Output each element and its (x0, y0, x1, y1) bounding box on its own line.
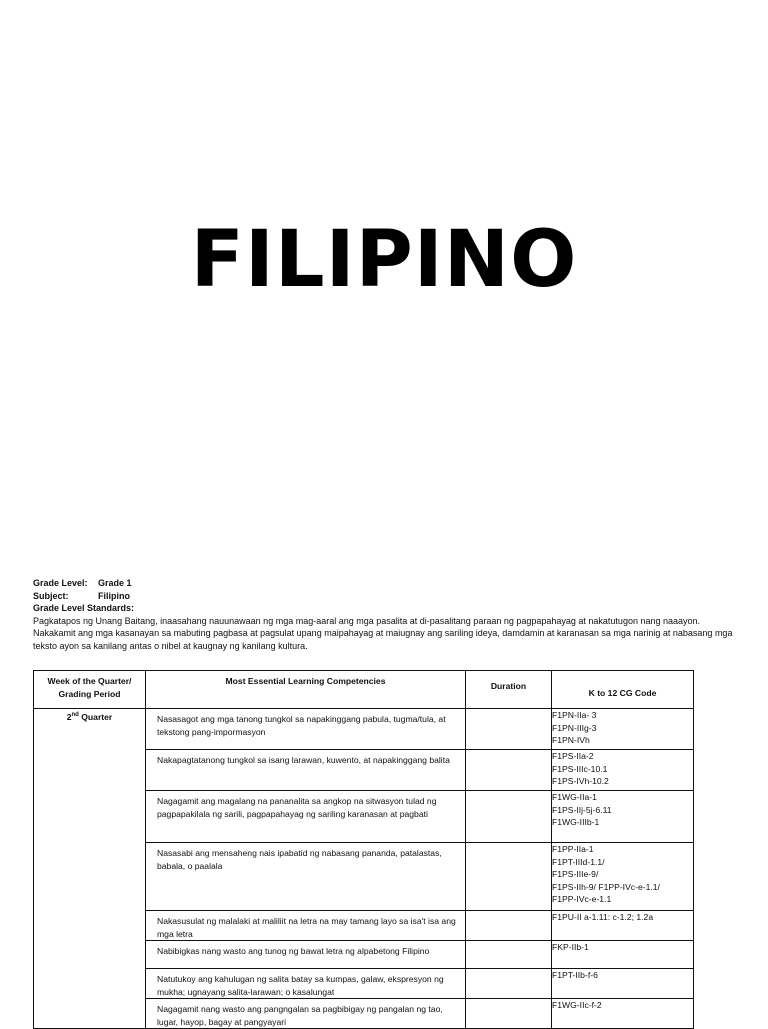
cg-code: F1PP-IIa-1 (552, 844, 594, 854)
quarter-ordinal: nd (71, 712, 79, 718)
cg-code: F1PS-IIIc-10.1 (552, 763, 608, 774)
table-header-row (34, 671, 694, 709)
grade-level-label: Grade Level: (33, 578, 88, 588)
document-title: FILIPINO (190, 215, 578, 305)
duration-cell (466, 969, 552, 999)
competency-cell: Nabibigkas nang wasto ang tunog ng bawat letra ng alpabetong Filipino (146, 941, 466, 969)
duration-cell (466, 911, 552, 941)
duration-cell (466, 941, 552, 969)
code-cell (552, 941, 694, 969)
cg-code: F1PS-IIIe-9/ (552, 869, 599, 879)
cg-code: F1PT-IIb-f-6 (552, 970, 598, 980)
cg-code: F1PT-IIId-1.1/ (552, 856, 605, 867)
competency-cell: Nasasabi ang mensaheng nais ipabatid ng nabasang pananda, patalastas, babala, o paalala (146, 843, 466, 911)
header-duration: Duration (466, 671, 552, 709)
quarter-cell (34, 709, 146, 1029)
code-cell (552, 750, 694, 791)
cg-code: F1PU-II a-1.11: c-1.2; 1.2a (552, 912, 654, 922)
header-week: Week of the Quarter/ Grading Period (34, 671, 146, 709)
cg-code: F1PP-IVc-e-1.1 (552, 894, 612, 904)
quarter-word: Quarter (78, 711, 113, 722)
competency-cell: Natutukoy ang kahulugan ng salita batay sa kumpas, galaw, ekspresyon ng mukha; ugnayang salita-larawan; o kasalungat (146, 969, 466, 999)
header-code: K to 12 CG Code (552, 671, 694, 709)
table-row (34, 709, 694, 750)
curriculum-meta (33, 577, 738, 652)
competency-table (33, 670, 694, 1029)
cg-code: F1WG-IIa-1 (552, 792, 597, 802)
duration-cell (466, 843, 552, 911)
code-cell (552, 709, 694, 750)
standards-text: Pagkatapos ng Unang Baitang, inaasahang nauunawaan ng mga mag-aaral ang mga pasalita at di-pasalitang paraan ng pagpapahayag at nakatutugon nang naaayon. Nakakamit ang mga kasanayan sa mabuting pagbasa at pagsulat upang maipahayag at maiugnay ang sariling ideya, damdamin at karanasan sa mga narinig at nabasang mga teksto ayon sa kanilang antas o nibel at kaugnay ng kanilang kultura. (33, 615, 733, 651)
code-cell (552, 969, 694, 999)
code-cell (552, 911, 694, 941)
grade-level-row (33, 577, 738, 590)
competency-cell: Nagagamit ang magalang na pananalita sa angkop na sitwasyon tulad ng pagpapakilala ng sarili, pagpapahayag ng sariling karanasan at pagbati (146, 791, 466, 843)
standards-label: Grade Level Standards: (33, 603, 135, 613)
cg-code: F1PS-IIa-2 (552, 751, 594, 761)
duration-cell (466, 750, 552, 791)
competency-cell: Nasasagot ang mga tanong tungkol sa napakinggang pabula, tugma/tula, at tekstong pang-impormasyon (146, 709, 466, 750)
cg-code: F1PS-IIj-5j-6.11 (552, 804, 612, 815)
code-cell (552, 843, 694, 911)
subject-label: Subject: (33, 590, 69, 601)
cg-code: F1PN-IIa- 3 (552, 710, 597, 720)
competency-cell: Nakasusulat ng malalaki at maliliit na letra na may tamang layo sa isa't isa ang mga letra (146, 911, 466, 941)
cg-code: F1WG-IIIb-1 (552, 817, 600, 827)
cg-code: F1PS-IIh-9/ F1PP-IVc-e-1.1/ (552, 881, 660, 892)
header-competency: Most Essential Learning Competencies (146, 671, 466, 709)
cg-code: F1PS-IVh-10.2 (552, 776, 609, 786)
competency-cell: Nagagamit nang wasto ang pangngalan sa pagbibigay ng pangalan ng tao, lugar, hayop, bagay at pangyayari (146, 999, 466, 1029)
subject-row (33, 590, 738, 603)
duration-cell (466, 999, 552, 1029)
competency-cell: Nakapagtatanong tungkol sa isang larawan, kuwento, at napakinggang balita (146, 750, 466, 791)
cg-code: F1PN-IIIg-3 (552, 722, 597, 733)
duration-cell (466, 791, 552, 843)
cg-code: F1WG-IIc-f-2 (552, 1000, 602, 1010)
grade-level-value: Grade 1 (98, 578, 132, 588)
standards-row (33, 602, 738, 615)
code-cell (552, 999, 694, 1029)
cg-code: F1PN-IVh (552, 735, 590, 745)
duration-cell (466, 709, 552, 750)
quarter-number: 2 (66, 711, 72, 722)
code-cell (552, 791, 694, 843)
cg-code: FKP-IIb-1 (552, 942, 589, 952)
subject-value: Filipino (98, 590, 130, 601)
